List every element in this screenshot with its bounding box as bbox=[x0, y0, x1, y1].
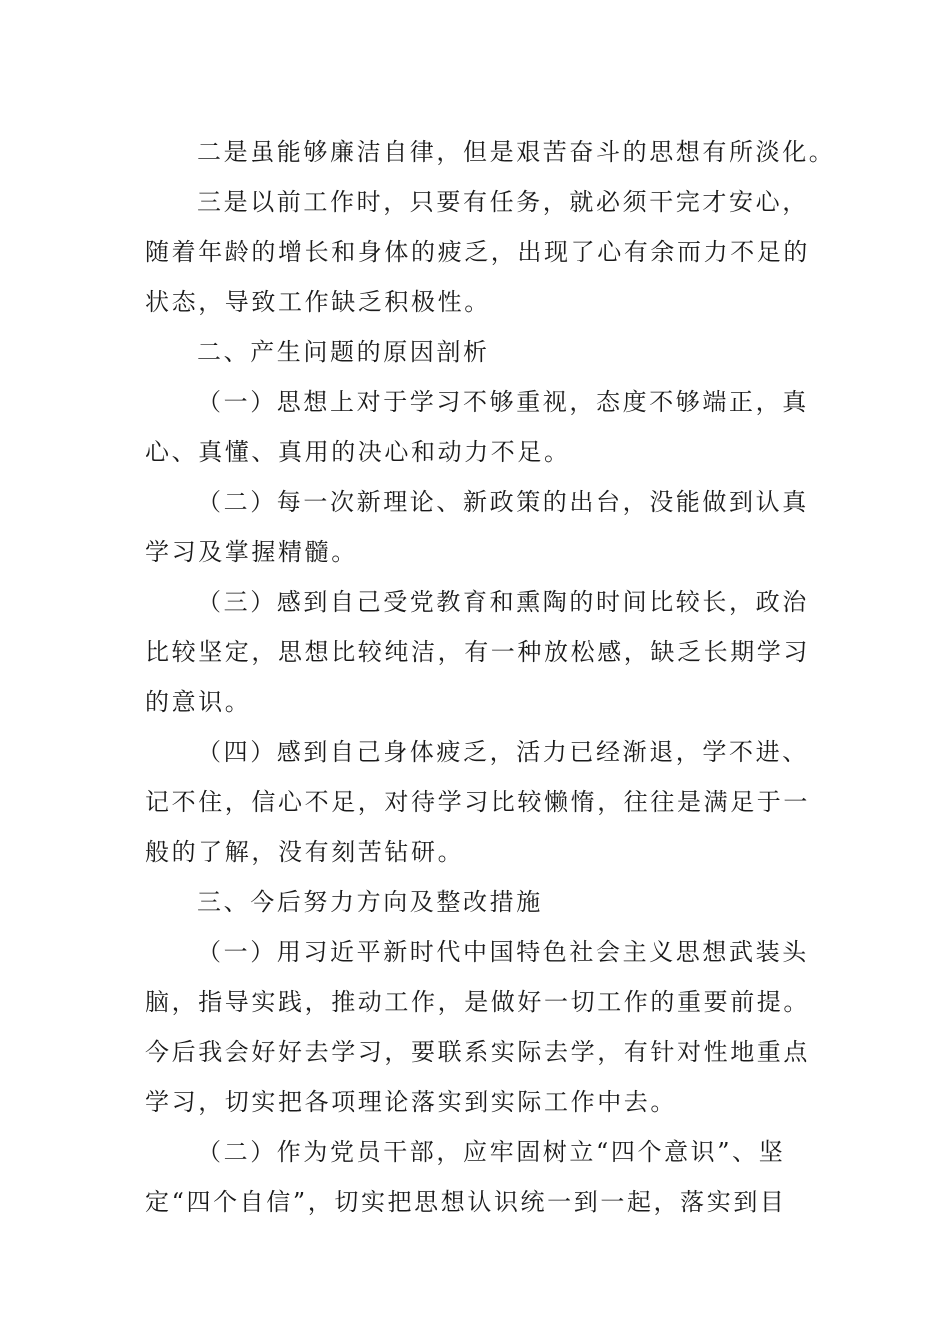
text-line: 三是以前工作时，只要有任务，就必须干完才安心， bbox=[197, 188, 809, 216]
text-line: 学习及掌握精髓。 bbox=[145, 538, 358, 566]
text-line: 二是虽能够廉洁自律，但是艰苦奋斗的思想有所淡化。 bbox=[197, 138, 836, 166]
text-line: 今后我会好好去学习，要联系实际去学，有针对性地重点 bbox=[145, 1038, 810, 1066]
text-line: （二）每一次新理论、新政策的出台，没能做到认真 bbox=[197, 488, 809, 516]
section-heading: 二、产生问题的原因剖析 bbox=[197, 338, 490, 366]
text-line: 的意识。 bbox=[145, 688, 252, 716]
text-line: 状态，导致工作缺乏积极性。 bbox=[145, 288, 491, 316]
text-line: 脑，指导实践，推动工作，是做好一切工作的重要前提。 bbox=[145, 988, 810, 1016]
text-line: 随着年龄的增长和身体的疲乏，出现了心有余而力不足的 bbox=[145, 238, 810, 266]
text-line: 般的了解，没有刻苦钻研。 bbox=[145, 838, 465, 866]
text-line: （二）作为党员干部，应牢固树立“四个意识”、坚 bbox=[197, 1138, 786, 1166]
text-line: （四）感到自己身体疲乏，活力已经渐退，学不进、 bbox=[197, 738, 809, 766]
text-line: （三）感到自己受党教育和熏陶的时间比较长，政治 bbox=[197, 588, 809, 616]
text-line: （一）用习近平新时代中国特色社会主义思想武装头 bbox=[197, 938, 809, 966]
text-line: 定“四个自信”，切实把思想认识统一到一起，落实到目 bbox=[145, 1188, 787, 1216]
text-line: 记不住，信心不足，对待学习比较懒惰，往往是满足于一 bbox=[145, 788, 810, 816]
text-line: 心、真懂、真用的决心和动力不足。 bbox=[145, 438, 571, 466]
text-line: 比较坚定，思想比较纯洁，有一种放松感，缺乏长期学习 bbox=[145, 638, 810, 666]
text-line: 学习，切实把各项理论落实到实际工作中去。 bbox=[145, 1088, 677, 1116]
text-line: （一）思想上对于学习不够重视，态度不够端正，真 bbox=[197, 388, 809, 416]
section-heading: 三、今后努力方向及整改措施 bbox=[197, 888, 543, 916]
